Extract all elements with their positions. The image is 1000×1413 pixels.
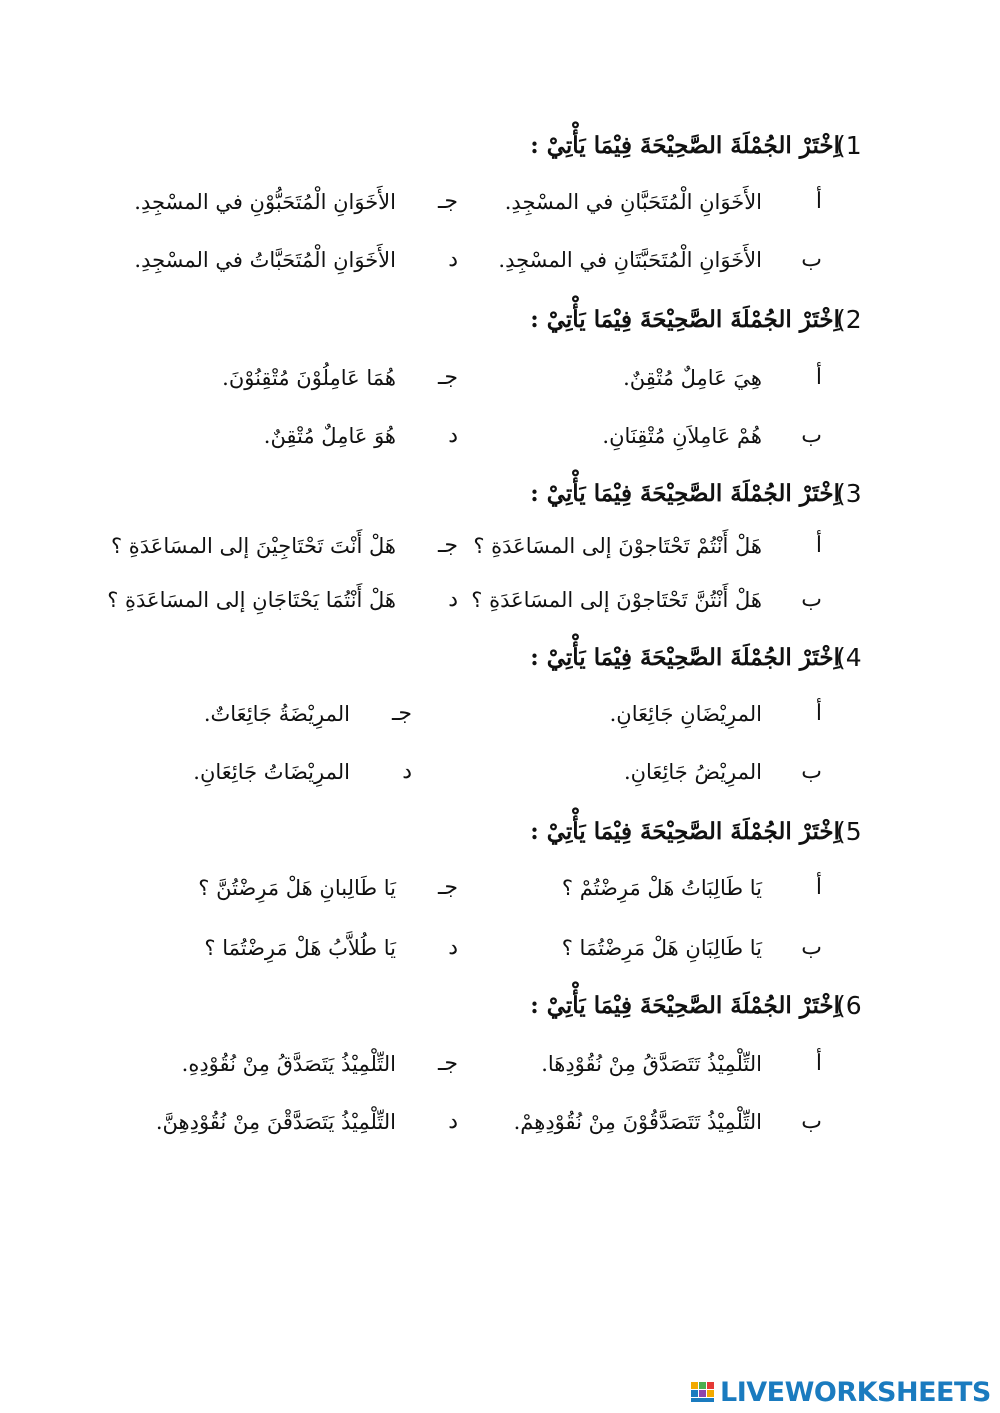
option-d[interactable] (0, 416, 1000, 456)
option-letter: جـ (437, 1051, 458, 1076)
option-text: التِّلْمِيْذُ يَتَصَدَّقْنَ مِنْ نُقُوْدِهِنَّ. (155, 1110, 396, 1134)
question-prompt: اِخْتَرْ الجُمْلَةَ الصَّحِيْحَةَ فِيْمَا يَأْتِيْ : (530, 992, 840, 1019)
option-c[interactable] (0, 694, 954, 734)
option-d[interactable] (0, 1102, 1000, 1142)
option-text: التِّلْمِيْذُ يَتَصَدَّقُ مِنْ نُقُوْدِهِ. (181, 1052, 396, 1076)
question-prompt: اِخْتَرْ الجُمْلَةَ الصَّحِيْحَةَ فِيْمَا يَأْتِيْ : (530, 818, 840, 845)
option-letter: جـ (437, 533, 458, 558)
option-letter: أ (815, 1051, 822, 1076)
option-text: التِّلْمِيْذُ تَتَصَدَّقُوْنَ مِنْ نُقُوْدِهِمْ. (513, 1110, 762, 1134)
option-letter: ب (801, 423, 822, 448)
liveworksheets-footer (690, 1373, 990, 1413)
option-text: يَا طَالِبَاتُ هَلْ مَرِضْتُمْ ؟ (561, 876, 762, 900)
option-text: الأَخَوَانِ الْمُتَحَبَّاتُ في المسْجِدِ. (134, 248, 396, 272)
option-text: هُوَ عَامِلٌ مُتْقِنٌ. (263, 424, 396, 448)
option-text: هِيَ عَامِلٌ مُتْقِنٌ. (623, 366, 762, 390)
option-d[interactable] (0, 240, 1000, 280)
option-letter: ب (801, 1109, 822, 1134)
question-2 (0, 300, 1000, 340)
option-text: يَا طَالِبانِ هَلْ مَرِضْتُنَّ ؟ (198, 876, 396, 900)
option-letter: ب (801, 247, 822, 272)
option-text: الأَخَوَانِ الْمُتَحَبَّتَانِ في المسْجِدِ. (498, 248, 762, 272)
brand-name: LIVEWORKSHEETS (720, 1377, 991, 1408)
option-c[interactable] (0, 182, 1000, 222)
liveworksheets-logo-icon (690, 1379, 716, 1405)
option-letter: د (448, 587, 458, 612)
option-letter: د (448, 935, 458, 960)
option-d[interactable] (0, 580, 1000, 620)
question-prompt: اِخْتَرْ الجُمْلَةَ الصَّحِيْحَةَ فِيْمَا يَأْتِيْ : (530, 644, 840, 671)
question-number: (2 (836, 305, 862, 334)
option-letter: د (448, 1109, 458, 1134)
question-number: (1 (836, 131, 862, 160)
option-text: هُمْ عَامِلاَنِ مُتْقِنَانِ. (602, 424, 762, 448)
option-text: هَلْ أَنْتُنَّ تَحْتَاجوْنَ إلى المسَاعَدَةِ ؟ (471, 588, 762, 612)
option-d[interactable] (0, 928, 1000, 968)
question-1 (0, 126, 1000, 166)
question-prompt: اِخْتَرْ الجُمْلَةَ الصَّحِيْحَةَ فِيْمَا يَأْتِيْ : (530, 480, 840, 507)
option-c[interactable] (0, 1044, 1000, 1084)
option-text: الأَخَوَانِ الْمُتَحَبَّانِ في المسْجِدِ. (504, 190, 762, 214)
question-number: (3 (836, 479, 862, 508)
question-number: (5 (836, 817, 862, 846)
option-text: المرِيْضَاتُ جَائِعَانِ. (193, 760, 350, 784)
option-text: المرِيْضَةُ جَائِعَاتٌ. (203, 702, 350, 726)
option-text: هَلْ أَنْتُمْ تَحْتَاجوْنَ إلى المسَاعَدَةِ ؟ (473, 534, 762, 558)
option-text: التِّلْمِيْذُ تَتَصَدَّقُ مِنْ نُقُوْدِهَا. (541, 1052, 762, 1076)
option-letter: أ (815, 875, 822, 900)
option-text: يَا طُلاَّبُ هَلْ مَرِضْتُمَا ؟ (204, 936, 396, 960)
option-letter: ب (801, 759, 822, 784)
question-3 (0, 474, 1000, 514)
question-number: (4 (836, 643, 862, 672)
option-c[interactable] (0, 868, 1000, 908)
question-prompt: اِخْتَرْ الجُمْلَةَ الصَّحِيْحَةَ فِيْمَا يَأْتِيْ : (530, 306, 840, 333)
option-letter: جـ (391, 701, 412, 726)
option-letter: أ (815, 533, 822, 558)
option-letter: جـ (437, 875, 458, 900)
option-text: الأَخَوَانِ الْمُتَحَبُّوْنِ في المسْجِدِ. (134, 190, 396, 214)
option-d[interactable] (0, 752, 954, 792)
option-letter: د (448, 247, 458, 272)
option-letter: جـ (437, 189, 458, 214)
option-text: هُمَا عَامِلُوْنَ مُتْقِنُوْنَ. (222, 366, 396, 390)
option-letter: أ (815, 365, 822, 390)
question-6 (0, 986, 1000, 1026)
option-letter: ب (801, 935, 822, 960)
option-letter: ب (801, 587, 822, 612)
option-letter: أ (815, 701, 822, 726)
question-prompt: اِخْتَرْ الجُمْلَةَ الصَّحِيْحَةَ فِيْمَا يَأْتِيْ : (530, 132, 840, 159)
question-number: (6 (836, 991, 862, 1020)
option-c[interactable] (0, 358, 1000, 398)
option-text: هَلْ أَنْتُمَا يَحْتَاجَانِ إلى المسَاعَدَةِ ؟ (107, 588, 396, 612)
option-letter: د (448, 423, 458, 448)
question-4 (0, 638, 1000, 678)
option-letter: أ (815, 189, 822, 214)
option-letter: د (402, 759, 412, 784)
option-letter: جـ (437, 365, 458, 390)
option-text: المرِيْضَانِ جَائِعَانِ. (609, 702, 762, 726)
question-5 (0, 812, 1000, 852)
option-text: المرِيْضُ جَائِعَانِ. (623, 760, 762, 784)
option-text: هَلْ أَنْتَ تَحْتَاجِيْنَ إلى المسَاعَدَةِ ؟ (110, 534, 396, 558)
option-text: يَا طَالِبَانِ هَلْ مَرِضْتُمَا ؟ (561, 936, 762, 960)
option-c[interactable] (0, 526, 1000, 566)
